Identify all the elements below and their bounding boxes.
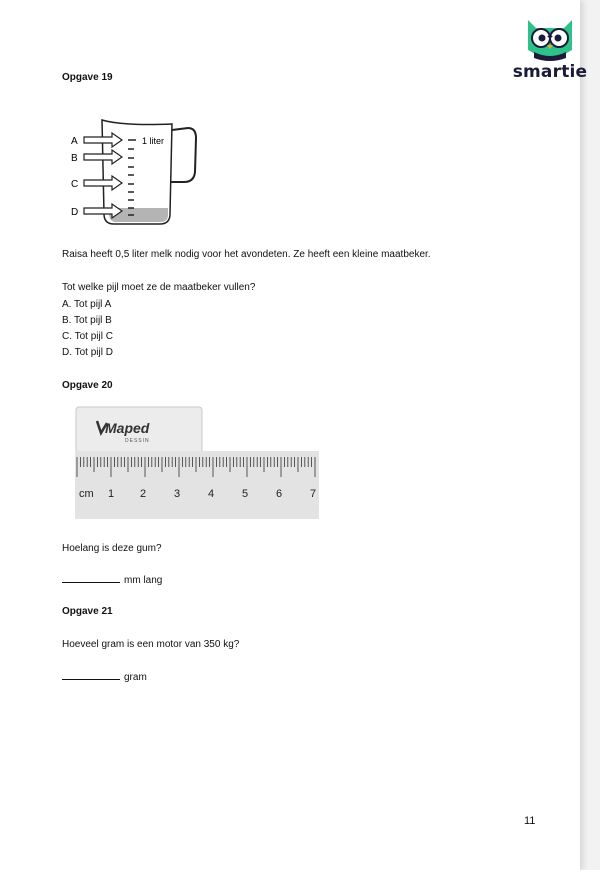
q19-question: Tot welke pijl moet ze de maatbeker vullen?	[62, 282, 256, 293]
eraser-brand: Maped	[105, 420, 150, 436]
arrow-label-c: C	[71, 179, 79, 190]
q19-option-c: C. Tot pijl C	[62, 331, 113, 342]
ruler-unit: cm	[79, 488, 94, 500]
ruler-number-1: 1	[108, 488, 115, 500]
arrow-label-d: D	[71, 207, 79, 218]
q20-answer-blank[interactable]	[62, 572, 120, 583]
q21-title: Opgave 21	[62, 606, 113, 617]
q19-option-a: A. Tot pijl A	[62, 299, 112, 310]
q21-answer-line	[62, 669, 147, 686]
eraser-sub: DESSIN	[125, 438, 150, 444]
q20-title: Opgave 20	[62, 380, 113, 391]
arrow-label-b: B	[71, 153, 78, 164]
q19-option-d: D. Tot pijl D	[62, 347, 113, 358]
eraser-ruler-figure	[75, 405, 321, 521]
owl-logo-icon	[512, 12, 588, 64]
measuring-cup-figure	[62, 112, 212, 230]
arrow-label-a: A	[71, 136, 78, 147]
ruler-number-3: 3	[174, 488, 181, 500]
q21-answer-suffix: gram	[124, 672, 147, 683]
q20-answer-suffix: mm lang	[124, 575, 163, 586]
cup-handle	[171, 128, 196, 182]
q21-question: Hoeveel gram is een motor van 350 kg?	[62, 639, 240, 650]
ruler-number-4: 4	[208, 488, 215, 500]
q20-answer-line	[62, 572, 162, 589]
q20-question: Hoelang is deze gum?	[62, 543, 162, 554]
page-number: 11	[524, 815, 536, 827]
brand-name: smartie	[512, 62, 588, 82]
ruler-number-5: 5	[242, 488, 249, 500]
cup-level-label: 1 liter	[142, 136, 165, 146]
q19-option-b: B. Tot pijl B	[62, 315, 112, 326]
q19-title: Opgave 19	[62, 72, 113, 83]
ruler-number-6: 6	[276, 488, 283, 500]
ruler-number-7: 7	[310, 488, 317, 500]
ruler-number-2: 2	[140, 488, 147, 500]
q19-text: Raisa heeft 0,5 liter melk nodig voor het avondeten. Ze heeft een kleine maatbeker.	[62, 249, 431, 260]
q21-answer-blank[interactable]	[62, 669, 120, 680]
smartie-logo	[512, 12, 588, 84]
ruler	[75, 451, 319, 519]
